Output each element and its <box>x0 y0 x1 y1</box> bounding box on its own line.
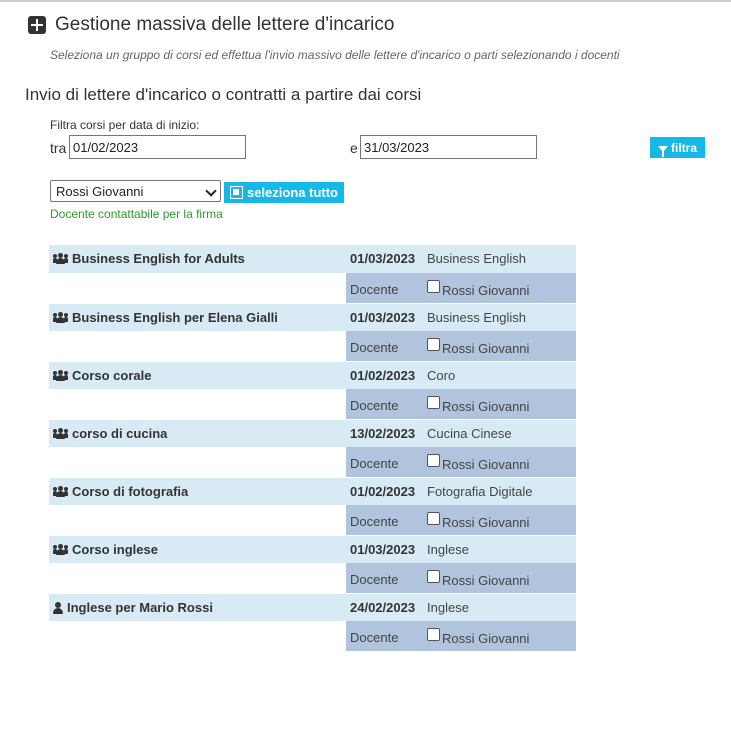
course-row <box>49 593 576 621</box>
start-date-from-input[interactable] <box>69 135 246 159</box>
course-start-date: 13/02/2023 <box>350 426 416 441</box>
teacher-checkbox[interactable] <box>427 338 440 351</box>
filter-button-label: filtra <box>670 140 697 155</box>
course-start-date: 01/03/2023 <box>350 251 416 266</box>
teacher-label: Docente <box>350 514 399 529</box>
course-name-text: Inglese per Mario Rossi <box>67 600 213 615</box>
teacher-name: Rossi Giovanni <box>442 457 530 472</box>
teacher-checkbox[interactable] <box>427 396 440 409</box>
teacher-name: Rossi Giovanni <box>442 573 530 588</box>
course-start-date: 01/02/2023 <box>350 484 416 499</box>
teacher-cell <box>346 331 576 361</box>
teacher-name: Rossi Giovanni <box>442 341 530 356</box>
course-name <box>53 484 188 499</box>
filter-button[interactable] <box>650 137 705 158</box>
course-start-date: 01/03/2023 <box>350 542 416 557</box>
select-all-button-label: seleziona tutto <box>246 185 338 200</box>
users-icon <box>53 253 68 265</box>
teacher-label: Docente <box>350 398 399 413</box>
teacher-label: Docente <box>350 456 399 471</box>
course-row <box>49 419 576 447</box>
teacher-label: Docente <box>350 630 399 645</box>
page-title: Gestione massiva delle lettere d'incarico <box>55 14 395 35</box>
users-icon <box>53 370 68 382</box>
teacher-name: Rossi Giovanni <box>442 399 530 414</box>
course-subject: Coro <box>427 368 456 383</box>
course-row <box>49 361 576 389</box>
section-title: Invio di lettere d'incarico o contratti a partire dai corsi <box>25 85 422 104</box>
course-start-date: 01/03/2023 <box>350 310 416 325</box>
filter-label: Filtra corsi per data di inizio: <box>50 118 200 132</box>
course-name-text: Corso di fotografia <box>72 484 189 499</box>
users-icon <box>53 544 68 556</box>
page-header <box>28 12 394 38</box>
teacher-cell <box>346 621 576 651</box>
teacher-row <box>49 389 576 419</box>
teacher-label: Docente <box>350 282 399 297</box>
course-subject: Business English <box>427 310 526 325</box>
course-start-date: 24/02/2023 <box>350 600 416 615</box>
teacher-cell <box>346 563 576 593</box>
teacher-checkbox[interactable] <box>427 454 440 467</box>
select-all-button[interactable] <box>224 182 344 203</box>
course-subject: Inglese <box>427 542 469 557</box>
teacher-checkbox[interactable] <box>427 280 440 293</box>
teacher-row <box>49 505 576 535</box>
plus-square-icon[interactable] <box>28 16 46 34</box>
teacher-name: Rossi Giovanni <box>442 283 530 298</box>
course-name-text: Business English for Adults <box>72 251 245 266</box>
course-name-text: corso di cucina <box>72 426 168 441</box>
course-name-text: Corso corale <box>72 368 152 383</box>
teacher-select-value: Rossi Giovanni <box>56 183 144 199</box>
course-name <box>53 426 167 441</box>
teacher-checkbox[interactable] <box>427 570 440 583</box>
teacher-row <box>49 273 576 303</box>
teacher-cell <box>346 273 576 303</box>
course-row <box>49 535 576 563</box>
funnel-icon <box>658 146 668 152</box>
teacher-label: Docente <box>350 572 399 587</box>
course-row <box>49 245 576 273</box>
users-icon <box>53 312 68 324</box>
teacher-select[interactable] <box>50 180 221 202</box>
teacher-checkbox[interactable] <box>427 512 440 525</box>
teacher-row <box>49 331 576 361</box>
select-all-icon <box>230 186 243 199</box>
chevron-down-icon <box>205 185 216 196</box>
course-name <box>53 542 158 557</box>
teacher-name: Rossi Giovanni <box>442 631 530 646</box>
course-name <box>53 368 151 383</box>
and-label: e <box>350 140 358 156</box>
teacher-contact-note: Docente contattabile per la firma <box>50 207 223 221</box>
teacher-row <box>49 621 576 651</box>
course-name-text: Corso inglese <box>72 542 158 557</box>
user-icon <box>53 602 63 614</box>
top-border <box>0 0 731 2</box>
teacher-cell <box>346 389 576 419</box>
start-date-to-input[interactable] <box>360 135 537 159</box>
course-row <box>49 303 576 331</box>
users-icon <box>53 428 68 440</box>
course-name-text: Business English per Elena Gialli <box>72 310 278 325</box>
course-subject: Fotografia Digitale <box>427 484 533 499</box>
course-table <box>49 245 576 651</box>
course-subject: Cucina Cinese <box>427 426 512 441</box>
course-name <box>53 600 213 615</box>
teacher-row <box>49 563 576 593</box>
teacher-name: Rossi Giovanni <box>442 515 530 530</box>
course-start-date: 01/02/2023 <box>350 368 416 383</box>
between-label: tra <box>50 140 67 156</box>
course-subject: Inglese <box>427 600 469 615</box>
page-subtitle: Seleziona un gruppo di corsi ed effettua l'invio massivo delle lettere d'incarico o parti selezionando i docenti <box>50 48 620 62</box>
teacher-cell <box>346 447 576 477</box>
course-name <box>53 251 245 266</box>
course-name <box>53 310 278 325</box>
teacher-checkbox[interactable] <box>427 628 440 641</box>
users-icon <box>53 486 68 498</box>
teacher-label: Docente <box>350 340 399 355</box>
teacher-cell <box>346 505 576 535</box>
course-subject: Business English <box>427 251 526 266</box>
teacher-row <box>49 447 576 477</box>
course-row <box>49 477 576 505</box>
